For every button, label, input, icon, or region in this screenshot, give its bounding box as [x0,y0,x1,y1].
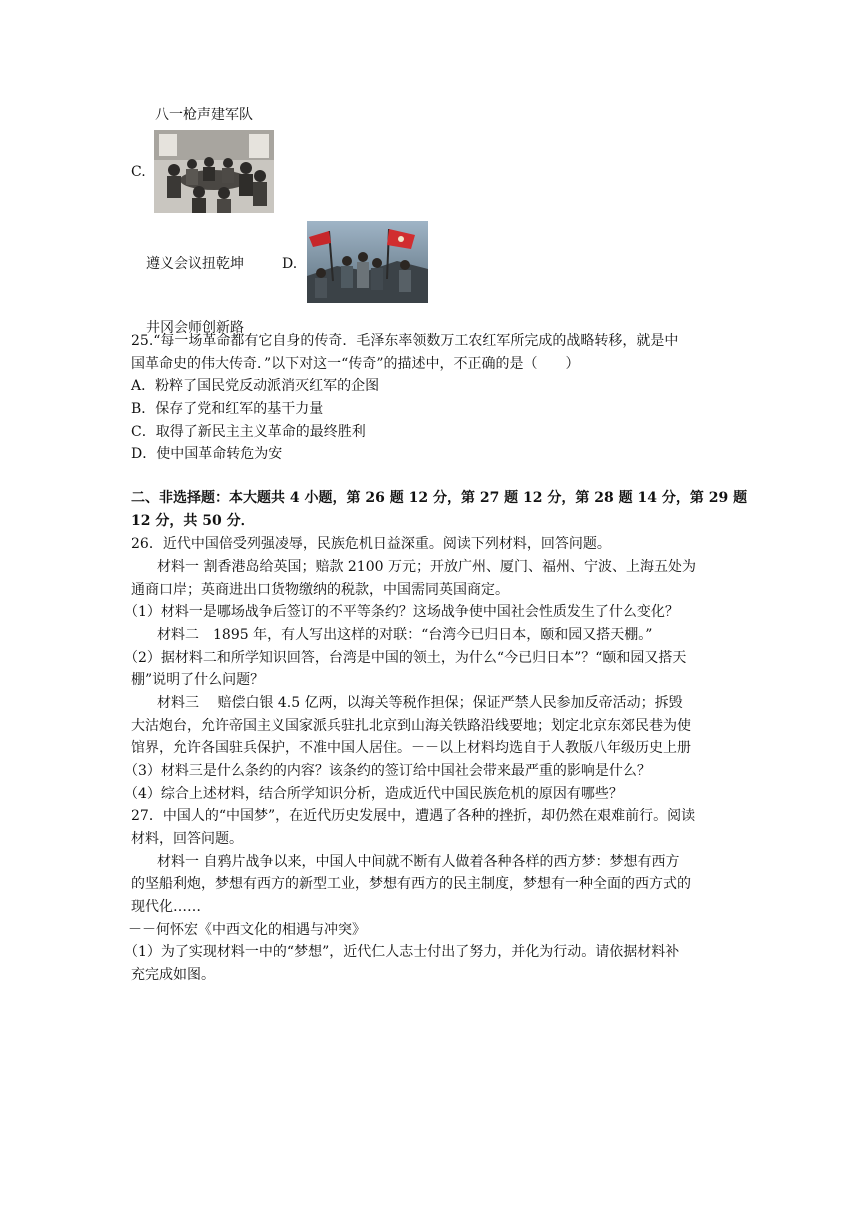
q26-question-2-line-2: 棚”说明了什么问题？ [131,672,265,688]
caption-d: 井冈会师创新路 [146,320,244,336]
option-c-label: C. [131,164,146,180]
caption-c: 遵义会议扭乾坤 [146,256,244,272]
option-d-photo [307,221,428,303]
q25-option-c: C．取得了新民主主义革命的最终胜利 [131,424,366,440]
q26-material-2: 材料二 1895 年，有人写出这样的对联：“台湾今已归日本，颐和园又搭天棚。” [157,627,653,643]
q27-material-1-line-1: 材料一 自鸦片战争以来，中国人中间就不断有人做着各种各样的西方梦：梦想有西方 [157,854,680,870]
q27-stem-line-2: 材料，回答问题。 [131,831,243,847]
q26-material-3-line-1: 材料三 赔偿白银 4.5 亿两，以海关等税作担保；保证严禁人民参加反帝活动；拆毁 [157,695,683,711]
q26-question-3: （3）材料三是什么条约的内容？该条约的签订给中国社会带来最严重的影响是什么？ [124,763,651,779]
section-2-heading-line-2: 12 分，共 50 分． [131,513,255,529]
q26-question-4: （4）综合上述材料，结合所学知识分析，造成近代中国民族危机的原因有哪些？ [124,786,623,802]
caption-a: 八一枪声建军队 [155,107,253,123]
q25-option-b: B．保存了党和红军的基干力量 [131,401,324,417]
q27-question-1-line-1: （1）为了实现材料一中的“梦想”，近代仁人志士付出了努力，并化为行动。请依据材料补 [124,944,680,960]
q27-material-1-line-2: 的坚船利炮，梦想有西方的新型工业，梦想有西方的民主制度，梦想有一种全面的西方式的 [131,876,691,892]
q26-material-1-line-2: 通商口岸；英商进出口货物缴纳的税款，中国需同英国商定。 [131,582,509,598]
q26-material-3-line-2: 大沽炮台，允许帝国主义国家派兵驻扎北京到山海关铁路沿线要地；划定北京东郊民巷为使 [131,718,691,734]
q25-option-a: A．粉粹了国民党反动派消灭红军的企图 [131,378,380,394]
q26-stem: 26．近代中国倍受列强凌辱，民族危机日益深重。阅读下列材料，回答问题。 [131,536,611,552]
q27-stem-line-1: 27．中国人的“中国梦”，在近代历史发展中，遭遇了各种的挫折，却仍然在艰难前行。阅读 [131,808,696,824]
option-c-photo [154,130,274,213]
q25-stem-line-2: 国革命史的伟大传奇．”以下对这一“传奇”的描述中，不正确的是（ ） [131,356,580,372]
q26-material-3-line-3: 馆界，允许各国驻兵保护，不准中国人居住。－－以上材料均选自于人教版八年级历史上册 [131,740,691,756]
q26-material-1-line-1: 材料一 割香港岛给英国；赔款 2100 万元；开放广州、厦门、福州、宁波、上海五处为 [157,559,696,575]
q27-question-1-line-2: 充完成如图。 [131,967,215,983]
q25-stem-line-1: 25.“每一场革命都有它自身的传奇．毛泽东率领数万工农红军所完成的战略转移，就是中 [131,333,679,349]
section-2-heading-line-1: 二、非选择题：本大题共 4 小题，第 26 题 12 分，第 27 题 12 分，第 28 题 14 分，第 29 题 [131,490,748,506]
q25-option-d: D．使中国革命转危为安 [131,446,283,462]
q26-question-2-line-1: （2）据材料二和所学知识回答，台湾是中国的领土，为什么“今已归日本”？“颐和园又搭天 [124,650,687,666]
option-d-label: D. [282,256,298,272]
q26-question-1: （1）材料一是哪场战争后签订的不平等条约？这场战争使中国社会性质发生了什么变化？ [124,604,679,620]
q27-material-1-line-3: 现代化…… [131,899,201,915]
q27-source: －－何怀宏《中西文化的相遇与冲突》 [128,922,366,938]
